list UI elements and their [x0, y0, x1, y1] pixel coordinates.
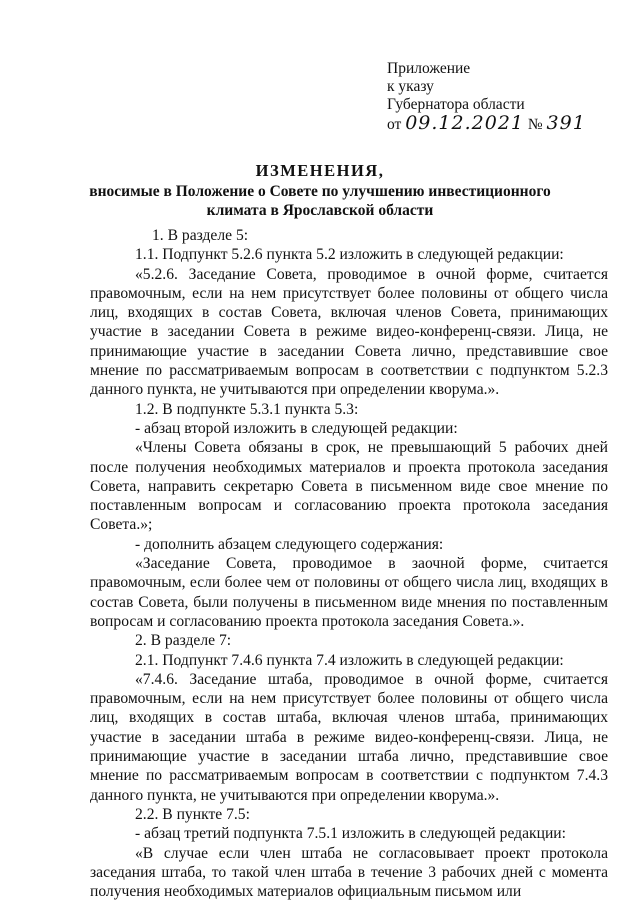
document-subtitle: климата в Ярославской области — [206, 202, 434, 219]
paragraph: «В случае если член штаба не согласовывает проект протокола заседания штаба, то такой член штаба в течение 3 рабочих дней с момента получения необходимых материалов официальным письмом или — [90, 844, 608, 901]
document-heading — [0, 160, 640, 220]
paragraph: «5.2.6. Заседание Совета, проводимое в очной форме, считается правомочным, если на нем присутствует более половины от общего числа лиц, входящих в состав Совета, включая членов Совета, принимающих участие в заседании Совета в режиме видео-конференц-связи. Лица, не принимающие участие в заседании Совета лично, представившие свое мнение по рассматриваемым вопросам в соответствии с подпунктом 5.2.3 данного пункта, не учитываются при определении кворума.». — [90, 265, 608, 399]
paragraph: 2.1. Подпункт 7.4.6 пункта 7.4 изложить в следующей редакции: — [135, 651, 564, 669]
appendix-line: Губернатора области — [387, 96, 525, 113]
appendix-line: к указу — [387, 78, 434, 95]
appendix-line: Приложение — [387, 60, 471, 77]
paragraph: «Заседание Совета, проводимое в заочной форме, считается правомочным, если более чем от половины от общего числа лиц, входящих в состав Совета, были получены в письменном виде мнения по поставленным вопросам и согласованию проекта протокола заседания Совета.». — [90, 555, 608, 630]
paragraph: 1.1. Подпункт 5.2.6 пункта 5.2 изложить в следующей редакции: — [135, 246, 564, 264]
document-body — [90, 226, 608, 901]
appendix-block — [387, 60, 586, 134]
handwritten-number: 391 — [546, 112, 586, 134]
paragraph: - абзац третий подпункта 7.5.1 изложить в следующей редакции: — [135, 825, 566, 843]
date-prefix: от — [387, 116, 402, 133]
paragraph: 2.2. В пункте 7.5: — [135, 805, 250, 823]
document-title: ИЗМЕНЕНИЯ, — [255, 161, 385, 180]
handwritten-date: 09.12.2021 — [405, 112, 524, 134]
document-subtitle: вносимые в Положение о Совете по улучшению инвестиционного — [89, 183, 551, 200]
appendix-date-line — [387, 114, 586, 134]
section-heading: 1. В разделе 5: — [152, 227, 249, 244]
paragraph: «7.4.6. Заседание штаба, проводимое в очной форме, считается правомочным, если на нем присутствует более половины от общего числа лиц, входящих в состав штаба, включая членов штаба, принимающих участие в заседании штаба в режиме видео-конференц-связи. Лица, не принимающие участие в заседании штаба лично, представившие свое мнение по рассматриваемым вопросам в соответствии с подпунктом 7.4.3 данного пункта, не учитываются при определении кворума.». — [90, 670, 608, 804]
paragraph: - абзац второй изложить в следующей редакции: — [135, 419, 458, 437]
paragraph: - дополнить абзацем следующего содержания: — [135, 535, 444, 553]
paragraph: 1.2. В подпункте 5.3.1 пункта 5.3: — [135, 400, 359, 418]
number-prefix: № — [527, 116, 543, 133]
paragraph: «Члены Совета обязаны в срок, не превышающий 5 рабочих дней после получения необходимых материалов и проекта протокола заседания Совета, направить секретарю Совета в письменном виде свое мнение по поставленным вопросам и согласованию проекта протокола заседания Совета.»; — [90, 439, 608, 534]
section-heading: 2. В разделе 7: — [135, 632, 232, 650]
